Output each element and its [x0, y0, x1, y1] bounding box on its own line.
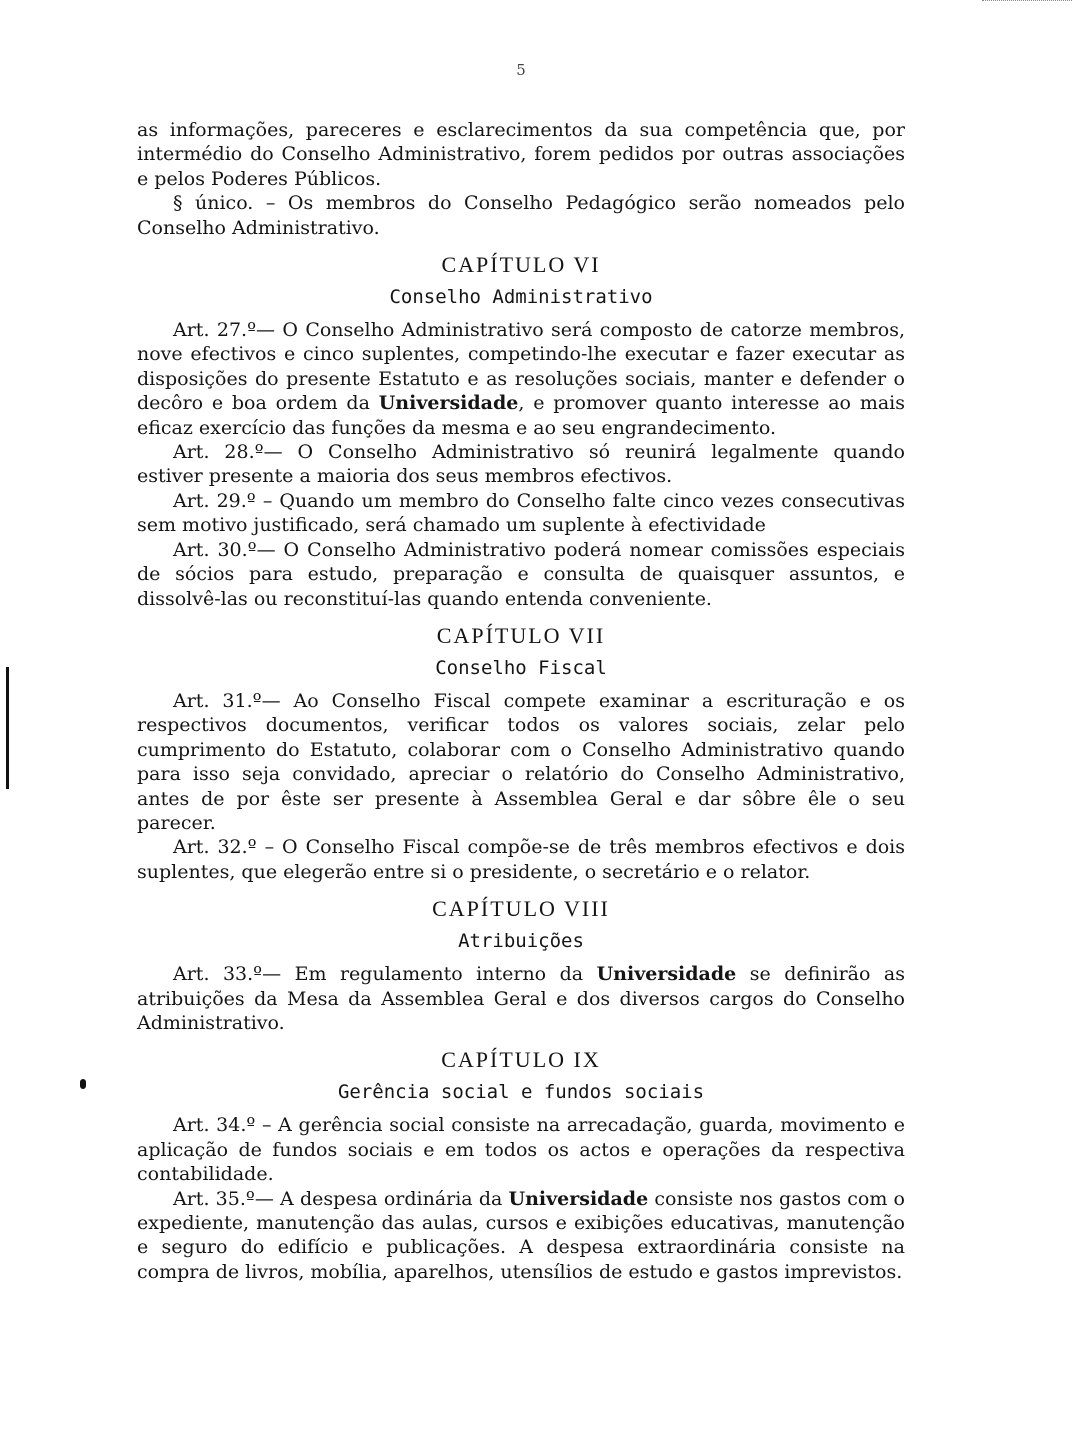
- chapter-heading-viii: CAPÍTULO VIII: [432, 896, 610, 922]
- chapter-subtitle-vii: Conselho Fiscal: [435, 656, 607, 679]
- article-33: [137, 962, 905, 1035]
- article-32: Art. 32.º – O Conselho Fiscal compõe-se de três membros efectivos e dois suplentes, que elegerão entre si o presidente, o secretário e o relator.: [137, 836, 905, 883]
- article-28: Art. 28.º— O Conselho Administrativo só reunirá legalmente quando estiver presente a maioria dos seus membros efectivos.: [137, 441, 905, 488]
- article-35: [137, 1187, 905, 1285]
- page-number: 5: [516, 61, 526, 79]
- article-27: [137, 318, 905, 440]
- article-27-text-b: , e promover quanto interesse ao mais eficaz exercício das funções da mesma e ao seu engrandecimento.: [137, 392, 905, 439]
- article-35-text-a: Art. 35.º— A despesa ordinária da: [173, 1187, 509, 1210]
- article-27-bold: Universidade: [378, 392, 519, 415]
- scan-artifact: [982, 0, 1072, 5]
- article-31: Art. 31.º— Ao Conselho Fiscal compete examinar a escrituração e os respectivos documentos, verificar todos os valores sociais, zelar pelo cumprimento do Estatuto, colaborar com o Conselho Administrativo quando para isso seja convidado, apreciar o relatório do Conselho Administrativo, antes de por êste ser presente à Assemblea Geral e dar sôbre êle o seu parecer.: [137, 689, 905, 834]
- article-30: Art. 30.º— O Conselho Administrativo poderá nomear comissões especiais de sócios para estudo, preparação e consulta de quaisquer assuntos, e dissolvê-las ou reconstituí-las quando entenda conveniente.: [137, 538, 905, 610]
- chapter-subtitle-ix: Gerência social e fundos sociais: [337, 1081, 705, 1104]
- chapter-subtitle-viii: Atribuições: [458, 930, 584, 953]
- article-34: Art. 34.º – A gerência social consiste na arrecadação, guarda, movimento e aplicação de fundos sociais e em todos os actos e operações da respectiva contabilidade.: [137, 1114, 905, 1186]
- article-33-text-b: se definirão as atribuições da Mesa da Assemblea Geral e dos diversos cargos do Conselho Administrativo.: [137, 963, 905, 1034]
- chapter-heading-vi: CAPÍTULO VI: [441, 252, 601, 278]
- article-35-bold: Universidade: [508, 1187, 649, 1210]
- chapter-heading-vii: CAPÍTULO VII: [436, 622, 606, 648]
- paragraph-opening: as informações, pareceres e esclarecimentos da sua competência que, por intermédio do Conselho Administrativo, forem pedidos por outras associações e pelos Poderes Públicos.: [137, 119, 905, 190]
- article-35-text-b: consiste nos gastos com o expediente, manutenção das aulas, cursos e exibições educativas, manutenção e seguro do edifício e publicações. A despesa extraordinária consiste na compra de livros, mobília, aparelhos, utensílios de estudo e gastos imprevistos.: [137, 1187, 905, 1283]
- article-29: Art. 29.º – Quando um membro do Conselho falte cinco vezes consecutivas sem motivo justificado, será chamado um suplente à efectividade: [137, 489, 905, 537]
- chapter-subtitle-vi: Conselho Administrativo: [389, 286, 653, 309]
- paragraph-single: § único. – Os membros do Conselho Pedagógico serão nomeados pelo Conselho Administrativo.: [137, 192, 905, 239]
- article-33-text-a: Art. 33.º— Em regulamento interno da: [173, 963, 597, 986]
- article-33-bold: Universidade: [596, 963, 737, 986]
- chapter-heading-ix: CAPÍTULO IX: [441, 1047, 601, 1073]
- article-27-text-a: Art. 27.º— O Conselho Administrativo será composto de catorze membros, nove efectivos e cinco suplentes, competindo-lhe executar e fazer executar as disposições do presente Estatuto e as resoluções sociais, manter e defender o decôro e boa ordem da: [137, 319, 905, 415]
- margin-dot: [80, 1079, 86, 1089]
- document-page: [137, 60, 905, 1284]
- margin-mark: [6, 667, 9, 789]
